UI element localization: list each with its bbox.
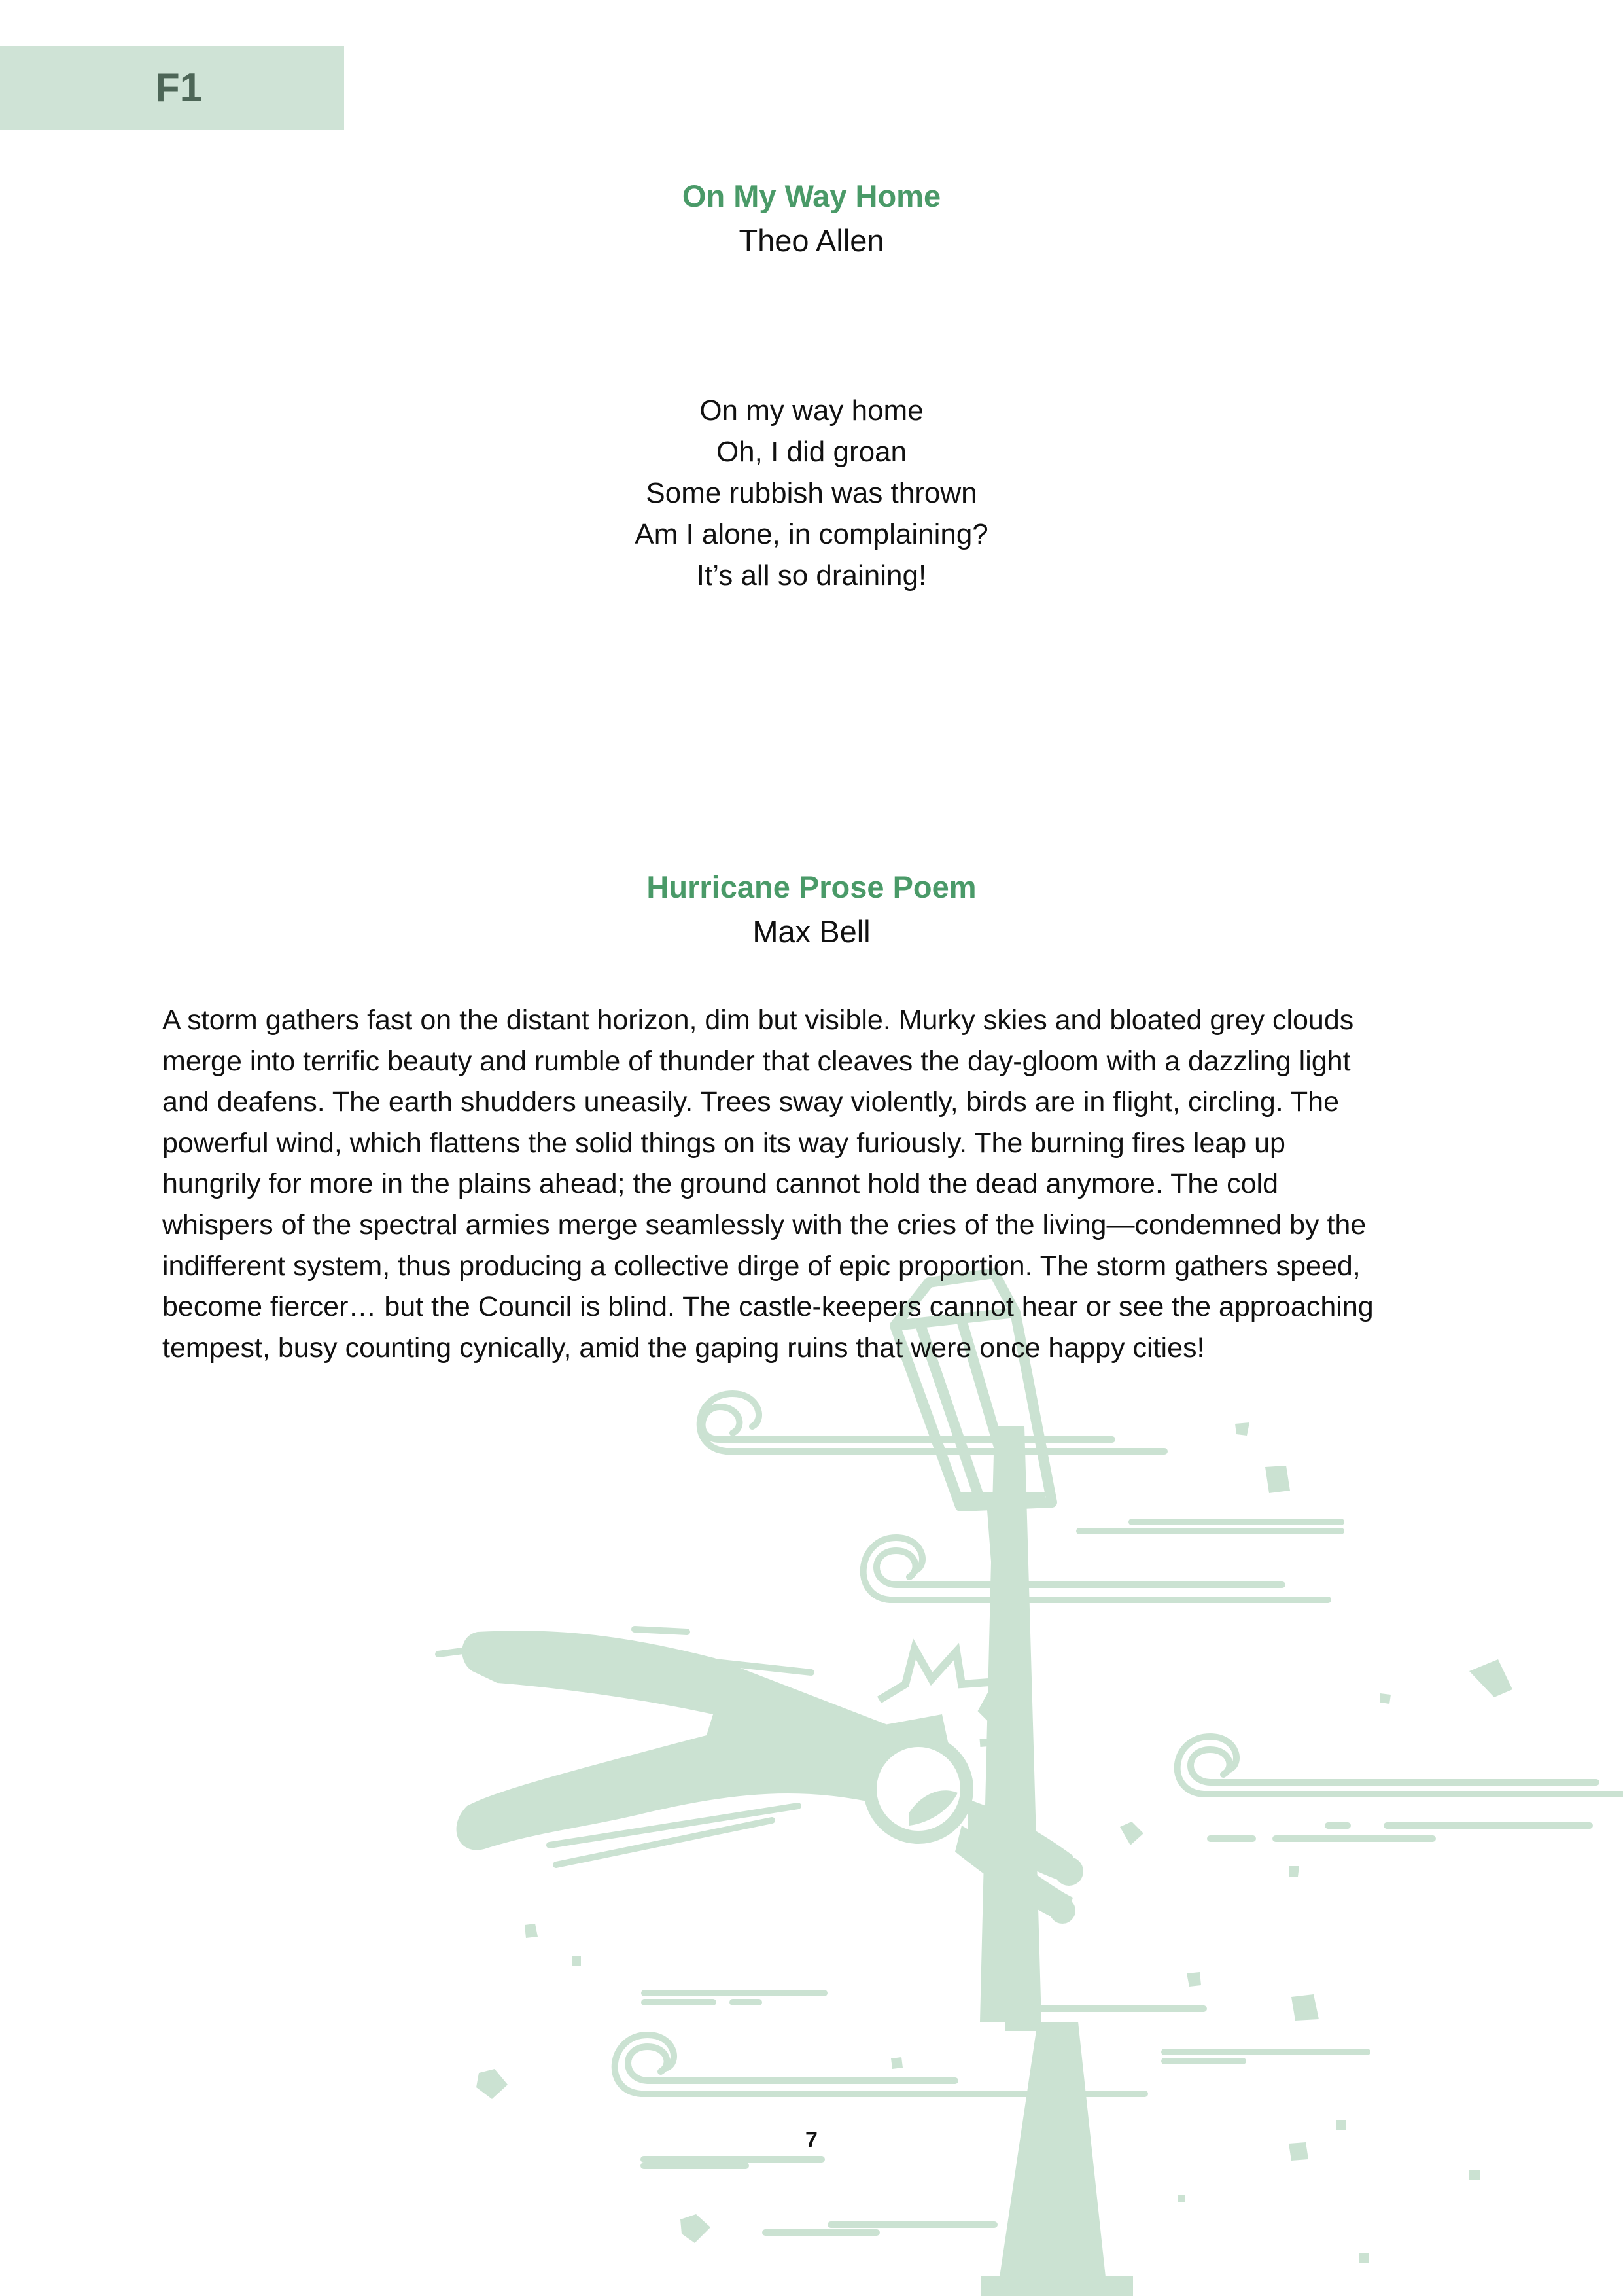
poem2-title: Hurricane Prose Poem bbox=[646, 870, 977, 904]
poem2-author: Max Bell bbox=[752, 914, 871, 949]
poem1-title: On My Way Home bbox=[682, 179, 941, 213]
poem1-line: On my way home bbox=[699, 395, 924, 427]
poem1-line: It’s all so draining! bbox=[696, 559, 927, 592]
poem1-line: Some rubbish was thrown bbox=[646, 477, 977, 509]
page-number: 7 bbox=[805, 2128, 818, 2153]
prose-line: become fiercer… but the Council is blind. The castle-keepers cannot hear or see the approaching bbox=[162, 1291, 1374, 1323]
poem2-prose bbox=[162, 1000, 1471, 1368]
prose-line: and deafens. The earth shudders uneasily. Trees sway violently, birds are in flight, circling. The bbox=[162, 1086, 1339, 1118]
prose-line: indifferent system, thus producing a collective dirge of epic proportion. The storm gathers speed, bbox=[162, 1250, 1361, 1282]
prose-line: tempest, busy counting cynically, amid the gaping ruins that were once happy cities! bbox=[162, 1332, 1205, 1364]
poem1-line: Oh, I did groan bbox=[716, 436, 907, 468]
prose-line: powerful wind, which flattens the solid things on its way furiously. The burning fires leap up bbox=[162, 1127, 1285, 1159]
prose-line: A storm gathers fast on the distant horizon, dim but visible. Murky skies and bloated grey clouds bbox=[162, 1004, 1354, 1036]
poem1-line: Am I alone, in complaining? bbox=[635, 518, 988, 550]
prose-line: hungrily for more in the plains ahead; the ground cannot hold the dead anymore. The cold bbox=[162, 1168, 1278, 1200]
section-tab-label: F1 bbox=[154, 65, 203, 111]
poem1-author: Theo Allen bbox=[739, 223, 884, 258]
prose-line: whispers of the spectral armies merge seamlessly with the cries of the living—condemned by the bbox=[162, 1209, 1367, 1241]
prose-line: merge into terrific beauty and rumble of thunder that cleaves the day-gloom with a dazzling light bbox=[162, 1045, 1351, 1077]
